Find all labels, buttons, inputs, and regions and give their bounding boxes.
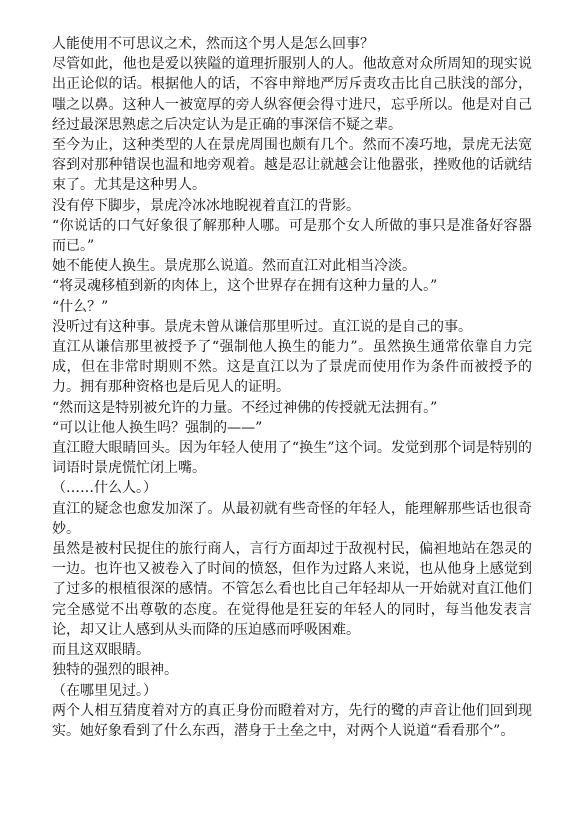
paragraph: 两个人相互猜度着对方的真正身份而瞪着对方，先行的鹭的声音让他们回到现实。她好象看到了什么东西，潜身于土垒之中，对两个人说道“看看那个”。 [52, 702, 532, 739]
paragraph: （……什么人。） [52, 480, 157, 497]
paragraph: 直江瞪大眼睛回头。因为年轻人使用了“换生”这个词。发觉到那个词是特别的词语时景虎慌忙闭上嘴。 [52, 440, 532, 477]
paragraph: “然而这是特别被允许的力量。不经过神佛的传授就无法拥有。” [52, 399, 438, 416]
paragraph: （在哪里见过。） [52, 682, 157, 699]
paragraph: “什么？” [52, 298, 109, 315]
paragraph: “你说话的口气好象很了解那种人哪。可是那个女人所做的事只是准备好容器而已。” [52, 217, 532, 255]
paragraph: 虽然是被村民捉住的旅行商人，言行方面却过于敌视村民，偏袒地站在怨灵的一边。也许也又被卷入了时间的愤怒，但作为过路人来说，也从他身上感觉到了过多的根植很深的感情。不管怎么看也比自己年轻却从一开始就对直江他们完全感觉不出尊敬的态度。在觉得他是狂妄的年轻人的同时，每当他发表言论，却又让人感到从头而降的压迫感而呼吸困难。 [52, 541, 532, 638]
paragraph: 没听过有这种事。景虎未曾从谦信那里听过。直江说的是自己的事。 [52, 318, 472, 335]
paragraph: 没有停下脚步，景虎冷冰冰地睨视着直江的背影。 [52, 197, 360, 214]
document-body [52, 34, 532, 741]
paragraph: 而且这双眼睛。 [52, 642, 150, 659]
paragraph: “可以让他人换生吗？强制的——” [52, 419, 263, 436]
paragraph: 她不能使人换生。景虎那么说道。然而直江对此相当冷淡。 [52, 258, 416, 275]
paragraph: 至今为止，这种类型的人在景虎周围也颇有几个。然而不凑巧地，景虎无法宽容到对那种错误也温和地旁观着。越是忍让就越会让他嚣张，挫败他的话就结束了。尤其是这种男人。 [52, 137, 532, 194]
paragraph: 独特的强烈的眼神。 [52, 662, 178, 679]
paragraph: 人能使用不可思议之术，然而这个男人是怎么回事？ [52, 36, 374, 52]
paragraph: “将灵魂移植到新的肉体上，这个世界存在拥有这种力量的人。” [52, 278, 438, 295]
paragraph: 直江从谦信那里被授予了“强制他人换生的能力”。虽然换生通常依靠自力完成，但在非常时期则不然。这是直江以为了景虎而使用作为条件而被授予的力。拥有那种资格也是后见人的证明。 [52, 339, 532, 396]
paragraph: 直江的疑念也愈发加深了。从最初就有些奇怪的年轻人，能理解那些话也很奇妙。 [52, 500, 532, 537]
paragraph: 尽管如此，他也是爱以狭隘的道理折服别人的人。他故意对众所周知的现实说出正论似的话。根据他人的话，不容申辩地严厉斥责攻击比自己肤浅的部分，嗤之以鼻。这种人一被宽厚的旁人纵容便会得寸进尺，忘乎所以。他是对自己经过最深思熟虑之后决定认为是正确的事深信不疑之辈。 [52, 56, 532, 133]
